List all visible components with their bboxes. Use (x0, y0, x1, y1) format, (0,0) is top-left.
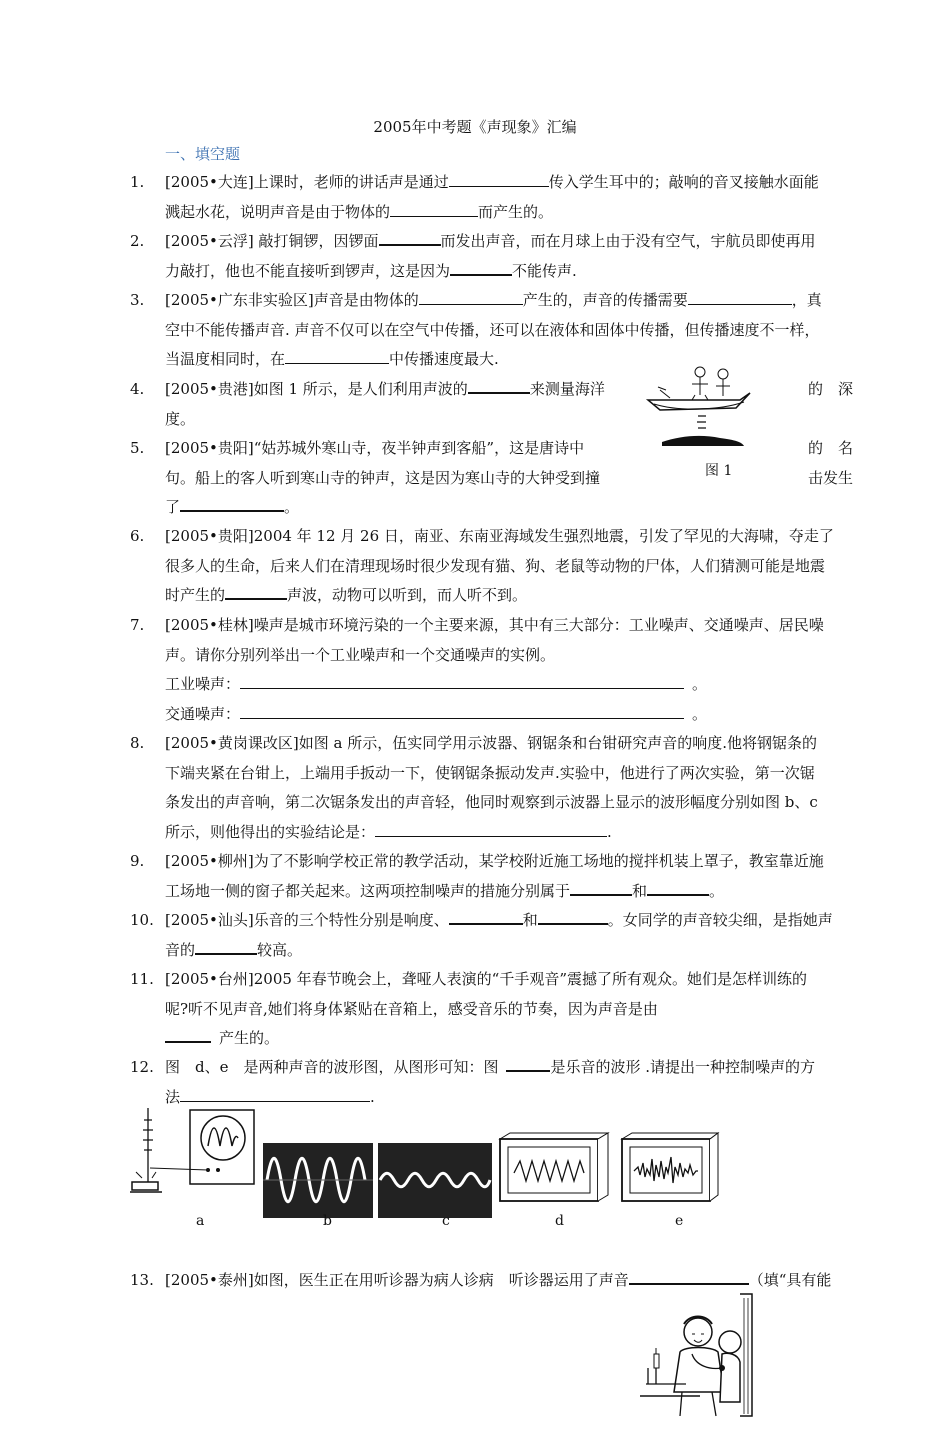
question-5-right-text (808, 434, 853, 493)
text: 交通噪声： (165, 704, 241, 723)
text: 工业噪声： (165, 675, 241, 693)
text: 图 d、e 是两种声音的波形图，从图形可知：图 (165, 1058, 499, 1076)
question-number: 4. (130, 380, 145, 398)
question-number: 12. (130, 1058, 154, 1076)
figure-d-musical-waveform (498, 1131, 610, 1203)
text: 了 (165, 498, 181, 516)
answer-blank[interactable] (538, 907, 608, 925)
answer-blank[interactable] (449, 170, 549, 187)
question-number: 11. (130, 970, 154, 988)
text: （填“具有能 (748, 1271, 832, 1289)
text: [2005•泰州]如图，医生正在用听诊器为病人诊病 听诊器运用了声音 (165, 1271, 629, 1289)
text: 很多人的生命，后来人们在清理现场时很少发现有猫、狗、老鼠等动物的尸体，人们猜测可能是地震 (165, 556, 826, 575)
industrial-noise-field[interactable] (240, 672, 684, 689)
figure-c-quiet-waveform (378, 1143, 492, 1218)
text: [2005•云浮] 敲打铜锣，因锣面 (165, 232, 379, 250)
answer-blank[interactable] (390, 200, 478, 217)
text: [2005•广东非实验区]声音是由物体的 (165, 291, 419, 309)
text: 。 (692, 675, 708, 693)
section-heading: 一、填空题 (165, 145, 241, 163)
text: 来测量海洋 (529, 380, 605, 398)
figure-1-caption: 图 1 (705, 463, 733, 479)
text: 是乐音的波形 .请提出一种控制噪声的方 (550, 1058, 816, 1076)
text: [2005•贵阳]“姑苏城外寒山寺，夜半钟声到客船”，这是唐诗中 (165, 439, 585, 457)
answer-blank[interactable] (449, 907, 523, 925)
text: 的 名 (808, 439, 854, 457)
answer-blank[interactable] (468, 376, 530, 394)
text: 当温度相同时，在 (165, 350, 286, 368)
figure-doctor-stethoscope (640, 1292, 760, 1422)
text: 。 (692, 704, 708, 723)
figure-e-noise-waveform (620, 1131, 720, 1203)
question-number: 10. (130, 911, 154, 929)
traffic-noise-field[interactable] (240, 702, 684, 719)
answer-blank[interactable] (570, 878, 632, 896)
question-number: 5. (130, 439, 145, 457)
text: 度。 (165, 409, 196, 428)
answer-blank[interactable] (688, 288, 792, 305)
text: [2005•黄岗课改区]如图 a 所示，伍实同学用示波器、钢锯条和台钳研究声音的响度.他将钢锯条的 (165, 734, 817, 752)
text: 空中不能传播声音. 声音不仅可以在空气中传播，还可以在液体和固体中传播，但传播速度不一样， (165, 320, 820, 339)
answer-blank[interactable] (375, 820, 607, 837)
question-number: 3. (130, 291, 145, 309)
text: 。 (709, 881, 725, 900)
text: [2005•贵港]如图 1 所示，是人们利用声波的 (165, 380, 468, 398)
answer-blank[interactable] (419, 288, 523, 305)
text: 中传播速度最大. (389, 350, 499, 368)
answer-blank[interactable] (450, 258, 512, 276)
text: [2005•桂林]噪声是城市环境污染的一个主要来源，其中有三大部分：工业噪声、交通噪声、居民噪 (165, 616, 824, 634)
text: 下端夹紧在台钳上，上端用手扳动一下，使钢锯条振动发声.实验中，他进行了两次实验，第一次锯 (165, 763, 815, 782)
figure-label-e: e (675, 1213, 684, 1229)
figure-label-c: c (442, 1213, 450, 1229)
text: 溅起水花，说明声音是由于物体的 (165, 202, 391, 221)
text: 产生的，声音的传播需要 (522, 291, 688, 309)
text: . (607, 822, 612, 841)
text: 力敲打，他也不能直接听到锣声，这是因为 (165, 261, 451, 280)
answer-blank[interactable] (180, 1085, 370, 1102)
text: [2005•贵阳]2004 年 12 月 26 日，南亚、东南亚海域发生强烈地震，引发了罕见的大海啸，夺走了 (165, 527, 834, 545)
answer-blank[interactable] (225, 582, 287, 600)
question-number: 1. (130, 173, 145, 191)
text: [2005•台州]2005 年春节晚会上，聋哑人表演的“千手观音”震撼了所有观众。她们是怎样训练的 (165, 970, 808, 988)
answer-blank[interactable] (506, 1054, 550, 1072)
text: 时产生的 (165, 586, 226, 604)
document-title: 2005年中考题《声现象》汇编 (373, 118, 577, 136)
answer-blank[interactable] (165, 1025, 211, 1043)
text: 。 (284, 498, 300, 516)
text: 不能传声. (512, 261, 577, 280)
figure-1-boat-sonar (640, 360, 760, 455)
text: 和 (522, 911, 538, 929)
question-number: 6. (130, 527, 145, 545)
question-4-right-text (808, 375, 853, 405)
figure-label-a: a (196, 1213, 205, 1229)
text: 条发出的声音响，第二次锯条发出的声音轻，他同时观察到示波器上显示的波形幅度分别如图 b、c (165, 793, 818, 811)
text: 和 (632, 881, 648, 900)
answer-blank[interactable] (180, 494, 284, 512)
text: [2005•汕头]乐音的三个特性分别是响度、 (165, 911, 449, 929)
text: 。女同学的声音较尖细，是指她声 (607, 911, 833, 929)
answer-blank[interactable] (379, 228, 441, 246)
figure-label-d: d (555, 1213, 564, 1229)
figure-b-loud-waveform (263, 1143, 373, 1218)
text: 所示，则他得出的实验结论是： (165, 822, 376, 841)
question-number: 8. (130, 734, 145, 752)
text: 呢?听不见声音,她们将身体紧贴在音箱上，感受音乐的节奏，因为声音是由 (165, 999, 658, 1018)
answer-blank[interactable] (647, 878, 709, 896)
question-number: 7. (130, 616, 145, 634)
answer-blank[interactable] (195, 937, 257, 955)
answer-blank[interactable] (285, 347, 389, 364)
text: ，真 (791, 291, 822, 309)
text: [2005•柳州]为了不影响学校正常的教学活动，某学校附近施工场地的搅拌机装上罩子，教室靠近施 (165, 852, 824, 870)
question-number: 9. (130, 852, 145, 870)
question-number: 2. (130, 232, 145, 250)
text: 句。船上的客人听到寒山寺的钟声，这是因为寒山寺的大钟受到撞 (165, 468, 601, 487)
text: 工场地一侧的窗子都关起来。这两项控制噪声的措施分别属于 (165, 881, 571, 900)
text: 法 (165, 1087, 181, 1106)
question-number: 13. (130, 1271, 154, 1289)
text: 声波，动物可以听到，而人听不到。 (287, 586, 528, 604)
text: 传入学生耳中的；敲响的音叉接触水面能 (548, 173, 819, 191)
text: . (370, 1087, 375, 1106)
answer-blank[interactable] (629, 1267, 749, 1285)
text: 击发生 (808, 468, 854, 487)
figure-a-oscilloscope-setup (128, 1108, 258, 1198)
text: 而产生的。 (478, 202, 554, 221)
text: 的 深 (808, 380, 854, 398)
text: 音的 (165, 940, 196, 959)
figure-label-b: b (323, 1213, 332, 1229)
text: 而发出声音，而在月球上由于没有空气，宇航员即使再用 (440, 232, 816, 250)
text: 产生的。 (219, 1029, 280, 1047)
text: 声。请你分别列举出一个工业噪声和一个交通噪声的实例。 (165, 645, 556, 664)
text: [2005•大连]上课时，老师的讲话声是通过 (165, 173, 449, 191)
text: 较高。 (257, 940, 303, 959)
